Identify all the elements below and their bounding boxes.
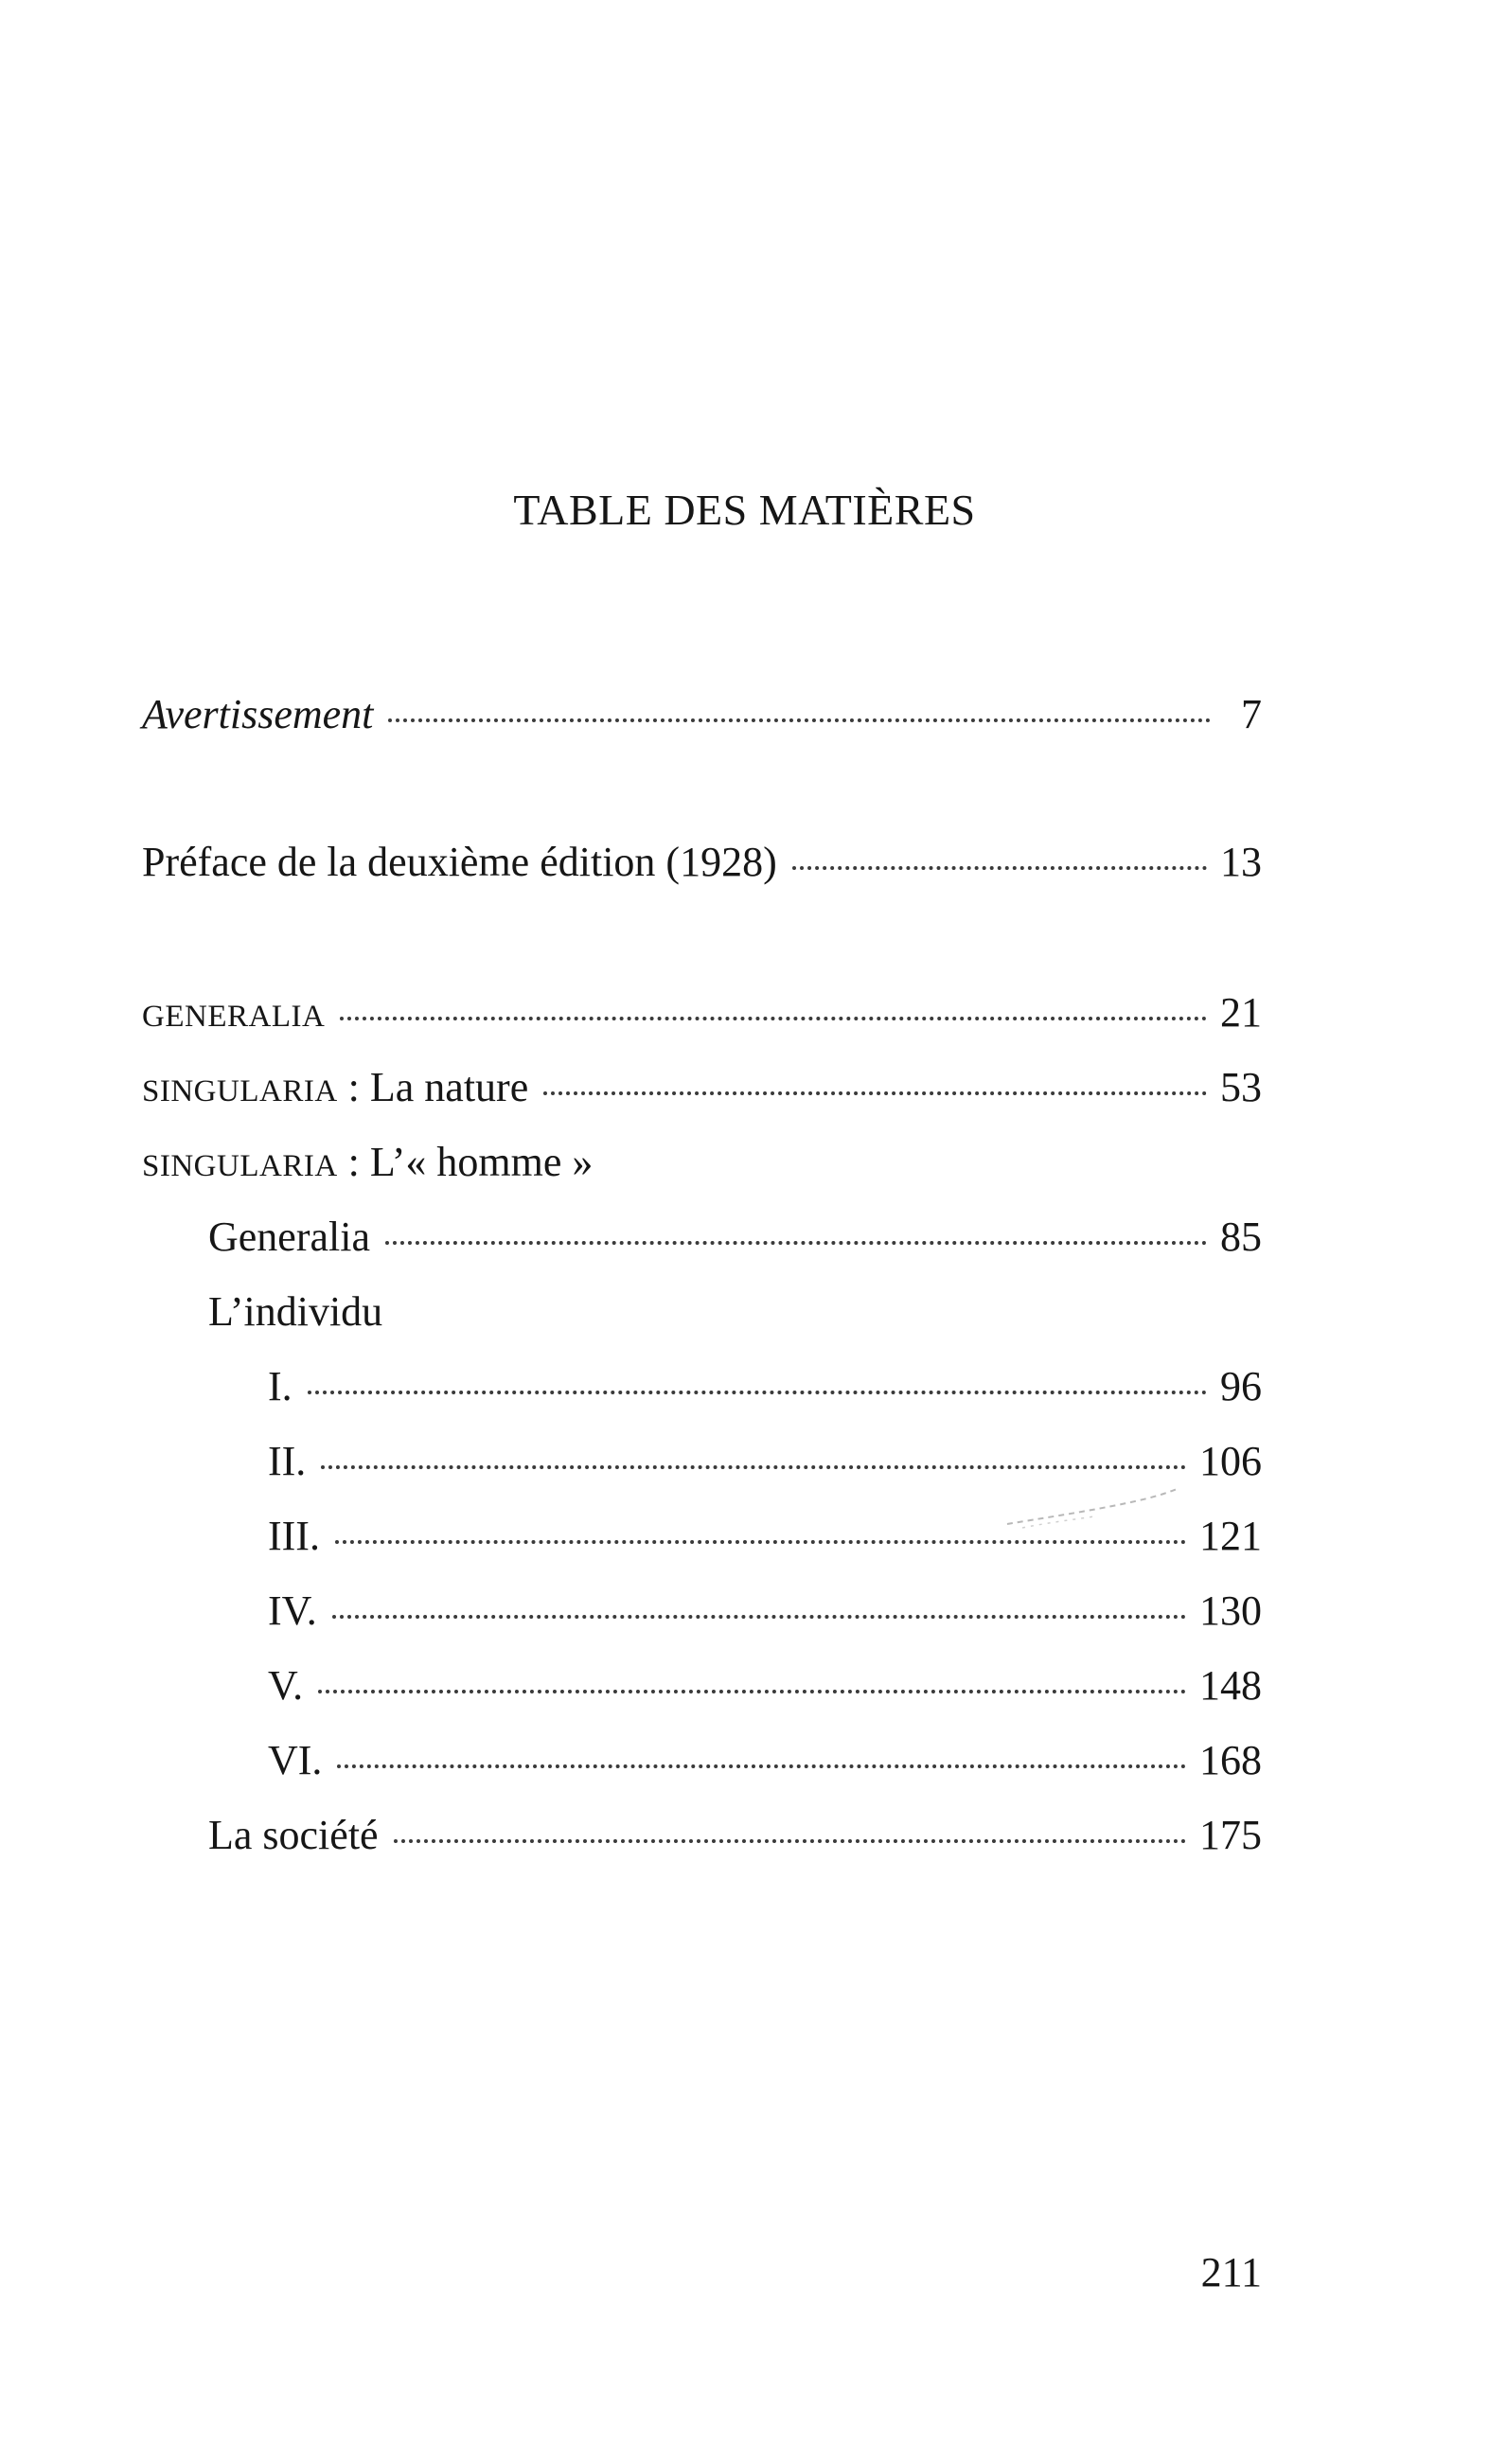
toc-entry-singularia-homme xyxy=(142,1139,594,1185)
toc-entry-part-4 xyxy=(268,1587,1262,1634)
toc-entry-part-1 xyxy=(268,1363,1262,1409)
toc-entry-generalia xyxy=(142,989,1262,1036)
entry-page-number: 175 xyxy=(1199,1812,1262,1858)
toc-entry-part-6 xyxy=(268,1737,1262,1783)
dot-leader xyxy=(340,1017,1207,1020)
toc-entry-individu xyxy=(208,1288,383,1335)
entry-label: V. xyxy=(268,1662,304,1709)
toc-entry-singularia-nature xyxy=(142,1064,1262,1110)
entry-label: II. xyxy=(268,1438,307,1484)
entry-label: GENERALIA xyxy=(142,1000,326,1034)
entry-label: L’individu xyxy=(208,1288,383,1335)
entry-page-number: 106 xyxy=(1199,1438,1262,1484)
dot-leader xyxy=(308,1391,1207,1394)
entry-label: SINGULARIA : L’« homme » xyxy=(142,1139,594,1185)
entry-label: Generalia xyxy=(208,1214,370,1260)
entry-page-number: 96 xyxy=(1220,1363,1262,1409)
toc-entry-avertissement xyxy=(142,691,1262,737)
dot-leader xyxy=(388,718,1211,722)
dot-leader xyxy=(321,1465,1186,1469)
dot-leader xyxy=(318,1690,1186,1693)
entry-page-number: 168 xyxy=(1199,1737,1262,1783)
entry-page-number: 13 xyxy=(1220,839,1262,885)
toc-entry-part-5 xyxy=(268,1662,1262,1709)
entry-page-number: 85 xyxy=(1220,1214,1262,1260)
page-title: TABLE DES MATIÈRES xyxy=(513,486,976,534)
entry-label: La société xyxy=(208,1812,379,1858)
entry-page-number: 21 xyxy=(1220,989,1262,1036)
dot-leader xyxy=(394,1839,1186,1843)
dot-leader xyxy=(792,866,1207,870)
toc-entry-generalia-sub xyxy=(208,1216,1262,1258)
entry-label: SINGULARIA : La nature xyxy=(142,1064,529,1110)
entry-page-number: 7 xyxy=(1241,691,1262,737)
entry-page-number: 53 xyxy=(1220,1064,1262,1110)
toc-entry-part-2 xyxy=(268,1438,1262,1484)
dot-leader xyxy=(337,1764,1186,1768)
page-number: 211 xyxy=(1200,2249,1262,2296)
toc-entry-preface xyxy=(142,839,1262,885)
ink-smudge xyxy=(1003,1484,1183,1530)
entry-label: Avertissement xyxy=(142,691,374,737)
dot-leader xyxy=(335,1540,1186,1544)
entry-page-number: 130 xyxy=(1199,1587,1262,1634)
entry-label: I. xyxy=(268,1363,292,1409)
dot-leader xyxy=(332,1615,1186,1619)
entry-page-number: 121 xyxy=(1199,1513,1262,1559)
entry-label: III. xyxy=(268,1513,320,1559)
toc-entry-societe xyxy=(208,1812,1262,1858)
entry-page-number: 148 xyxy=(1199,1662,1262,1709)
entry-label: Préface de la deuxième édition (1928) xyxy=(142,839,777,885)
dot-leader xyxy=(543,1091,1207,1095)
dot-leader xyxy=(385,1241,1207,1245)
entry-label: IV. xyxy=(268,1587,317,1634)
entry-label: VI. xyxy=(268,1737,323,1783)
